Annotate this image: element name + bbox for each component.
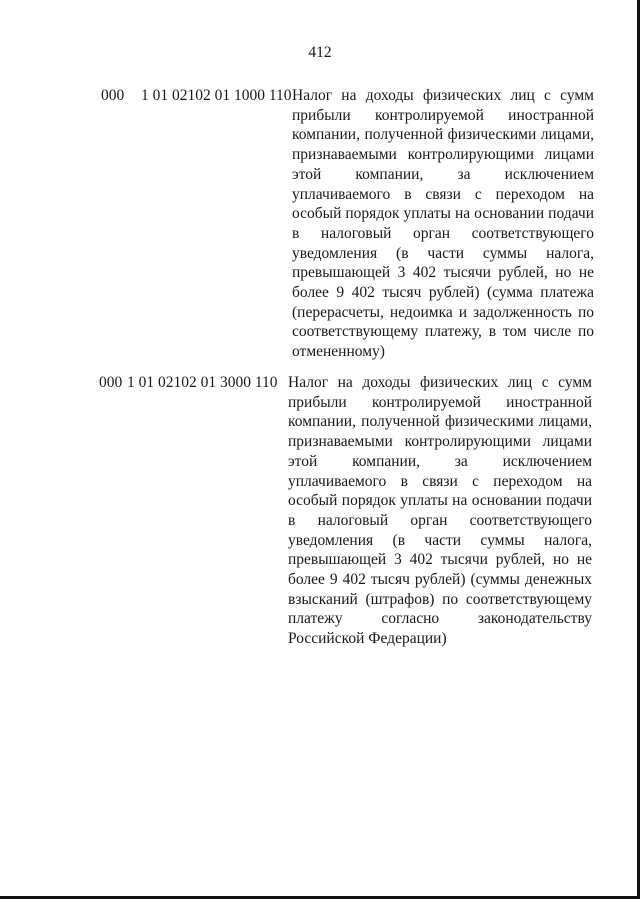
budget-classification-code: 1 01 02102 01 1000 110 bbox=[141, 87, 292, 104]
admin-code: 000 bbox=[101, 87, 125, 104]
admin-code: 000 bbox=[99, 374, 123, 391]
entry-description: Налог на доходы физических лиц с сумм прибыли контролируемой иностранной компании, полученной физическими лицами, признаваемыми контролирующими лицами этой компании, за исключением уплачиваемого в связи с переходом на особый порядок уплаты на основании подачи в налоговый орган соответствующего уведомления (в части суммы налога, превышающей 3 402 тысячи рублей, но не более 9 402 тысяч рублей) (суммы денежных взысканий (штрафов) по соответствующему платежу согласно законодательству Российской Федерации) bbox=[288, 374, 592, 648]
page-number: 412 bbox=[308, 44, 332, 61]
budget-classification-code: 1 01 02102 01 3000 110 bbox=[127, 374, 278, 391]
entry-description: Налог на доходы физических лиц с сумм прибыли контролируемой иностранной компании, полученной физическими лицами, признаваемыми контролирующими лицами этой компании, за исключением уплачиваемого в связи с переходом на особый порядок уплаты на основании подачи в налоговый орган соответствующего уведомления (в части суммы налога, превышающей 3 402 тысячи рублей, но не более 9 402 тысяч рублей) (сумма платежа (перерасчеты, недоимка и задолженность по соответствующему платежу, в том числе по отмененному) bbox=[292, 87, 594, 361]
